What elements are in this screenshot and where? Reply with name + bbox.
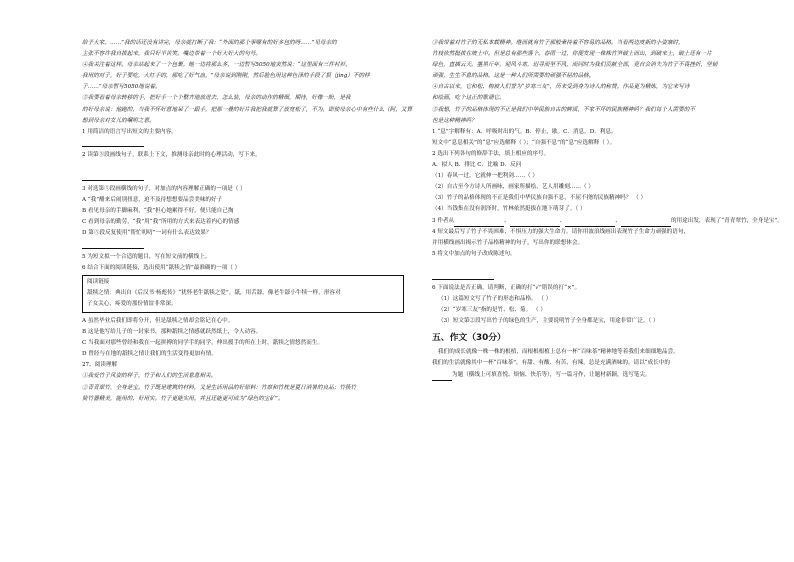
option-a: A 虽然毕业后我们即将分开，但是舐犊之情却会铭记在心中。 <box>82 317 234 324</box>
option-b: B 看见母亲的手脚麻利，“我”担心她累得不好，便只能自己掏 <box>82 208 234 215</box>
answer-line[interactable] <box>82 140 144 147</box>
essay-prompt <box>432 370 754 381</box>
passage-line: 顽强，生生不息的品格。这是一种人们所需要的顽强不屈的品格。 <box>432 73 595 80</box>
question-2: 2 选出下列各句的修辞手法，填上相应的序号。 <box>432 150 550 157</box>
question-4: 并用横线画出揭示竹子品格精神的句子，写出你的联想体会。 <box>432 239 584 246</box>
left-column <box>82 38 413 405</box>
question-4: 4 短文最后写了竹子不畏困难，不惧压力的强大生命力。请你用波浪线画出表现竹子生命力顽强的语句， <box>432 228 690 235</box>
passage-1-continued <box>82 38 413 127</box>
passage-line: 给予大家。……”我的话还没有讲完，母亲就打断了我：“外面的那个事哪有的好多包的呀……”见母亲的 <box>82 40 337 46</box>
passage-line: 我用的对子，好子要吃，大红手的，那吃了好气血，”母亲说到刚刚，然后脸色用这种色泽的手段了狠（jìng）不的样 <box>82 73 370 80</box>
passage-2-continued <box>432 38 754 127</box>
passage-line: 主张不容许我自拔起来，我只好半苦笑。嘴边带着一个好大好大的句号。 <box>82 51 262 58</box>
fill-blank[interactable] <box>621 219 671 227</box>
question-2: 2 读第③段画线句子，联系上下文，推测母亲此时的心理活动，写下来。 <box>82 151 261 158</box>
rhetoric-options: A．拟人 B．排比 C．比喻 D．反问 <box>432 162 522 169</box>
passage-line: ④我关注着这样。母亲站起来了一个包裹。她一边将那么多，一边暂写5050地突然说：“这里面有三件衬衫， <box>82 62 351 69</box>
passage-line: 和绘画，吃个这正的歌诵它。 <box>432 95 505 102</box>
passage-line: ②青青翠竹，全身是宝。竹子既是建筑的材料，又是生活用品的好原料：竹席和竹枕是夏日消暑的良品；竹筷竹 <box>82 384 357 391</box>
passage-line: 子……”母亲暂写5050地说着。 <box>82 84 161 91</box>
question-6: 6 结合下面的阅读链接，选出使用“舐犊之情”最准确的一项（ ） <box>82 264 241 271</box>
rhetoric-item: （2）自古至今方诗人所画咏，画家所描绘，艺人用雕刻……（ ） <box>432 184 594 191</box>
passage-line: ③我带着对竹子的无私本载精神。继而就有竹子那般秉持着不容易的品格。当看两边度新的小姿寨时， <box>432 40 684 46</box>
fill-blank[interactable] <box>510 219 560 227</box>
judge-item: （3）短文第②段写出竹子的绿色的生产，主要说明竹子全身都是宝，用途非常广泛。（ ） <box>438 318 659 325</box>
passage-line: 的好母亲说：他跑的，当我不怀好意地呆了一跟手，把那一叠的好片我把我就算了放宽松了，不为，即使母亲心中有些什么（阿，又算 <box>82 106 413 113</box>
fill-blank[interactable] <box>432 373 452 381</box>
answer-line[interactable] <box>82 242 144 249</box>
judge-item: （2）“岁寒三友”指的是竹、松、菊。 （ ） <box>438 307 546 314</box>
essay-prompt-text: 为题（横线上可填喜悦、烦恼、快乐等），写一篇习作，让题材新颖，选写笔尖。 <box>452 371 651 378</box>
judge-item: （1）这篇短文写了竹子的形态和品格。 （ ） <box>438 296 552 303</box>
rhetoric-item: （3）竹子的品格体现的不正是我们中华民族自强不息，不屈不挠的民族精神吗？ （ ） <box>432 195 647 202</box>
option-d: D 第⑤段反复使用“帮忙叨叨”一词有什么表达效果？ <box>82 230 212 237</box>
question-5: 5 为短文拟一个合适的题目，写在短文前的横线上。 <box>82 253 211 260</box>
essay-prompt: 我们的成长就像一株一株的根植，而根根根植上总有一杯“百味茶”精神地等着我们来细细地品尝。 <box>438 349 679 356</box>
rhetoric-item: （4）当钱集在没有润泽时，竹林依然挺拔在地下萌芽了。（ ） <box>432 206 586 213</box>
section-heading: 五、作文（30分） <box>432 333 506 344</box>
option-b: B 这是他写给儿子的一封家书，那种舐犊之情感就跃然纸上，令人动容。 <box>82 329 262 336</box>
answer-line[interactable] <box>82 174 144 181</box>
question-27-heading: 27、阅读理解 <box>82 362 118 369</box>
passage-line: 想到母亲对女儿的嘱咐之意。 <box>82 117 155 124</box>
fill-blank[interactable] <box>565 219 615 227</box>
option-c: C 看到母亲的勤劳，“我”用“我”所用的方式来表达着内心的情感 <box>82 219 240 226</box>
right-column <box>432 38 783 381</box>
essay-prompt: 我们的生活就像其中一杯“百味茶”，有甜、有酸、有苦、有辣，总是充满酒味的。请以“成长中的 <box>432 360 670 367</box>
passage-line: 简竹器精美，能用的、好用实。竹子更能实用。并且还能更可成为“绿色的宝矿”。 <box>82 395 284 402</box>
reading-link-title: 阅读链接 <box>87 278 110 285</box>
question-1-blank-line: 短文中“息息相关”的“息”应选解释（ ）；“自强不息”的“息”应选解释（ ）。 <box>432 139 616 146</box>
question-1: 1 “息”字解释有：A．呼吸时出的气。B．停止，歇。C．消息。D．利息。 <box>432 128 617 135</box>
question-3-prefix: 3 作者从 <box>432 217 455 224</box>
fill-blank[interactable] <box>454 219 504 227</box>
passage-line: 绿色，直插云天。墨黑斤年，迎风斗寒，迟寻而坚不风，而同时为我们贡献全部，竟自会消失为竹子不畏挫折，坚韧 <box>432 62 718 69</box>
question-3-suffix: 的用途出发，表现了“青青翠竹，全身是宝”。 <box>670 217 783 224</box>
option-c: C 当我面对那些曾经和我在一起拼搏的同学手的同学，伸出援手的所在上时，舐犊之情悠然而生。 <box>82 340 323 347</box>
option-d: D 曾经与在地的舐犊之情让我们的生活变得更加有情。 <box>82 351 217 358</box>
reading-link-text: 子女关心，疼爱的那份情谊非常深。 <box>87 300 177 307</box>
rhetoric-item: （1）春风一过，它就伸一把利剑……（ ） <box>432 173 539 180</box>
question-3: 3 作者从 、 、 、 的用途出发，表现了“青青翠竹，全身是宝”。 <box>432 216 754 227</box>
answer-line[interactable] <box>432 273 494 280</box>
passage-line: 也是这种精神吗？ <box>432 117 477 124</box>
reading-link-box <box>82 275 404 313</box>
question-5: 5 将文中加点的句子改成陈述句。 <box>432 250 516 257</box>
passage-line: ①我爱竹子风姿的样子，竹子和人们的生活息息相关。 <box>82 373 217 380</box>
option-a: A “我”醋来后闹别扭意，迫不及待想想要品尝美味的好子 <box>82 197 223 204</box>
passage-line: ④自古以来，它和松、梅被人们誉为“岁寒三友”，历来受到身为诗人的称赞。作品更为精炼，为它来写诗 <box>432 84 690 91</box>
passage-line: 竹枝依然挺拔在坡土中。但是总有那些落个。春雨一过，你便发现一株株竹笋破土而出，到破来土，破土还有一片 <box>432 51 712 58</box>
question-6: 6 下面说法是否正确，请判断，正确的打“√”错误的打“×”。 <box>432 284 581 291</box>
reading-link-text: 舐犊之情：典出自《后汉书·杨彪传》“犹怀老牛舐犊之爱”。舐，用舌舔。像老牛舔小牛犊一样，形容对 <box>87 289 341 296</box>
question-1: 1 用简洁的语言写出短文的主要内容。 <box>82 128 177 135</box>
question-3: 3 对选第⑤段画横线的句子，对加点的内容理解正确的一项是（ ） <box>82 186 246 193</box>
passage-line: ⑤我要看着母亲转移的手，把好手一个个整齐地放进去，怎么装，母亲的动作的精细，期待，好像一盼，是我 <box>82 95 351 102</box>
passage-line: ⑤我想，竹子的品格体现的不正是我们中华民族自古的鲜质，不家不坏的民族精神吗？我们每个人需要的不 <box>432 106 695 113</box>
